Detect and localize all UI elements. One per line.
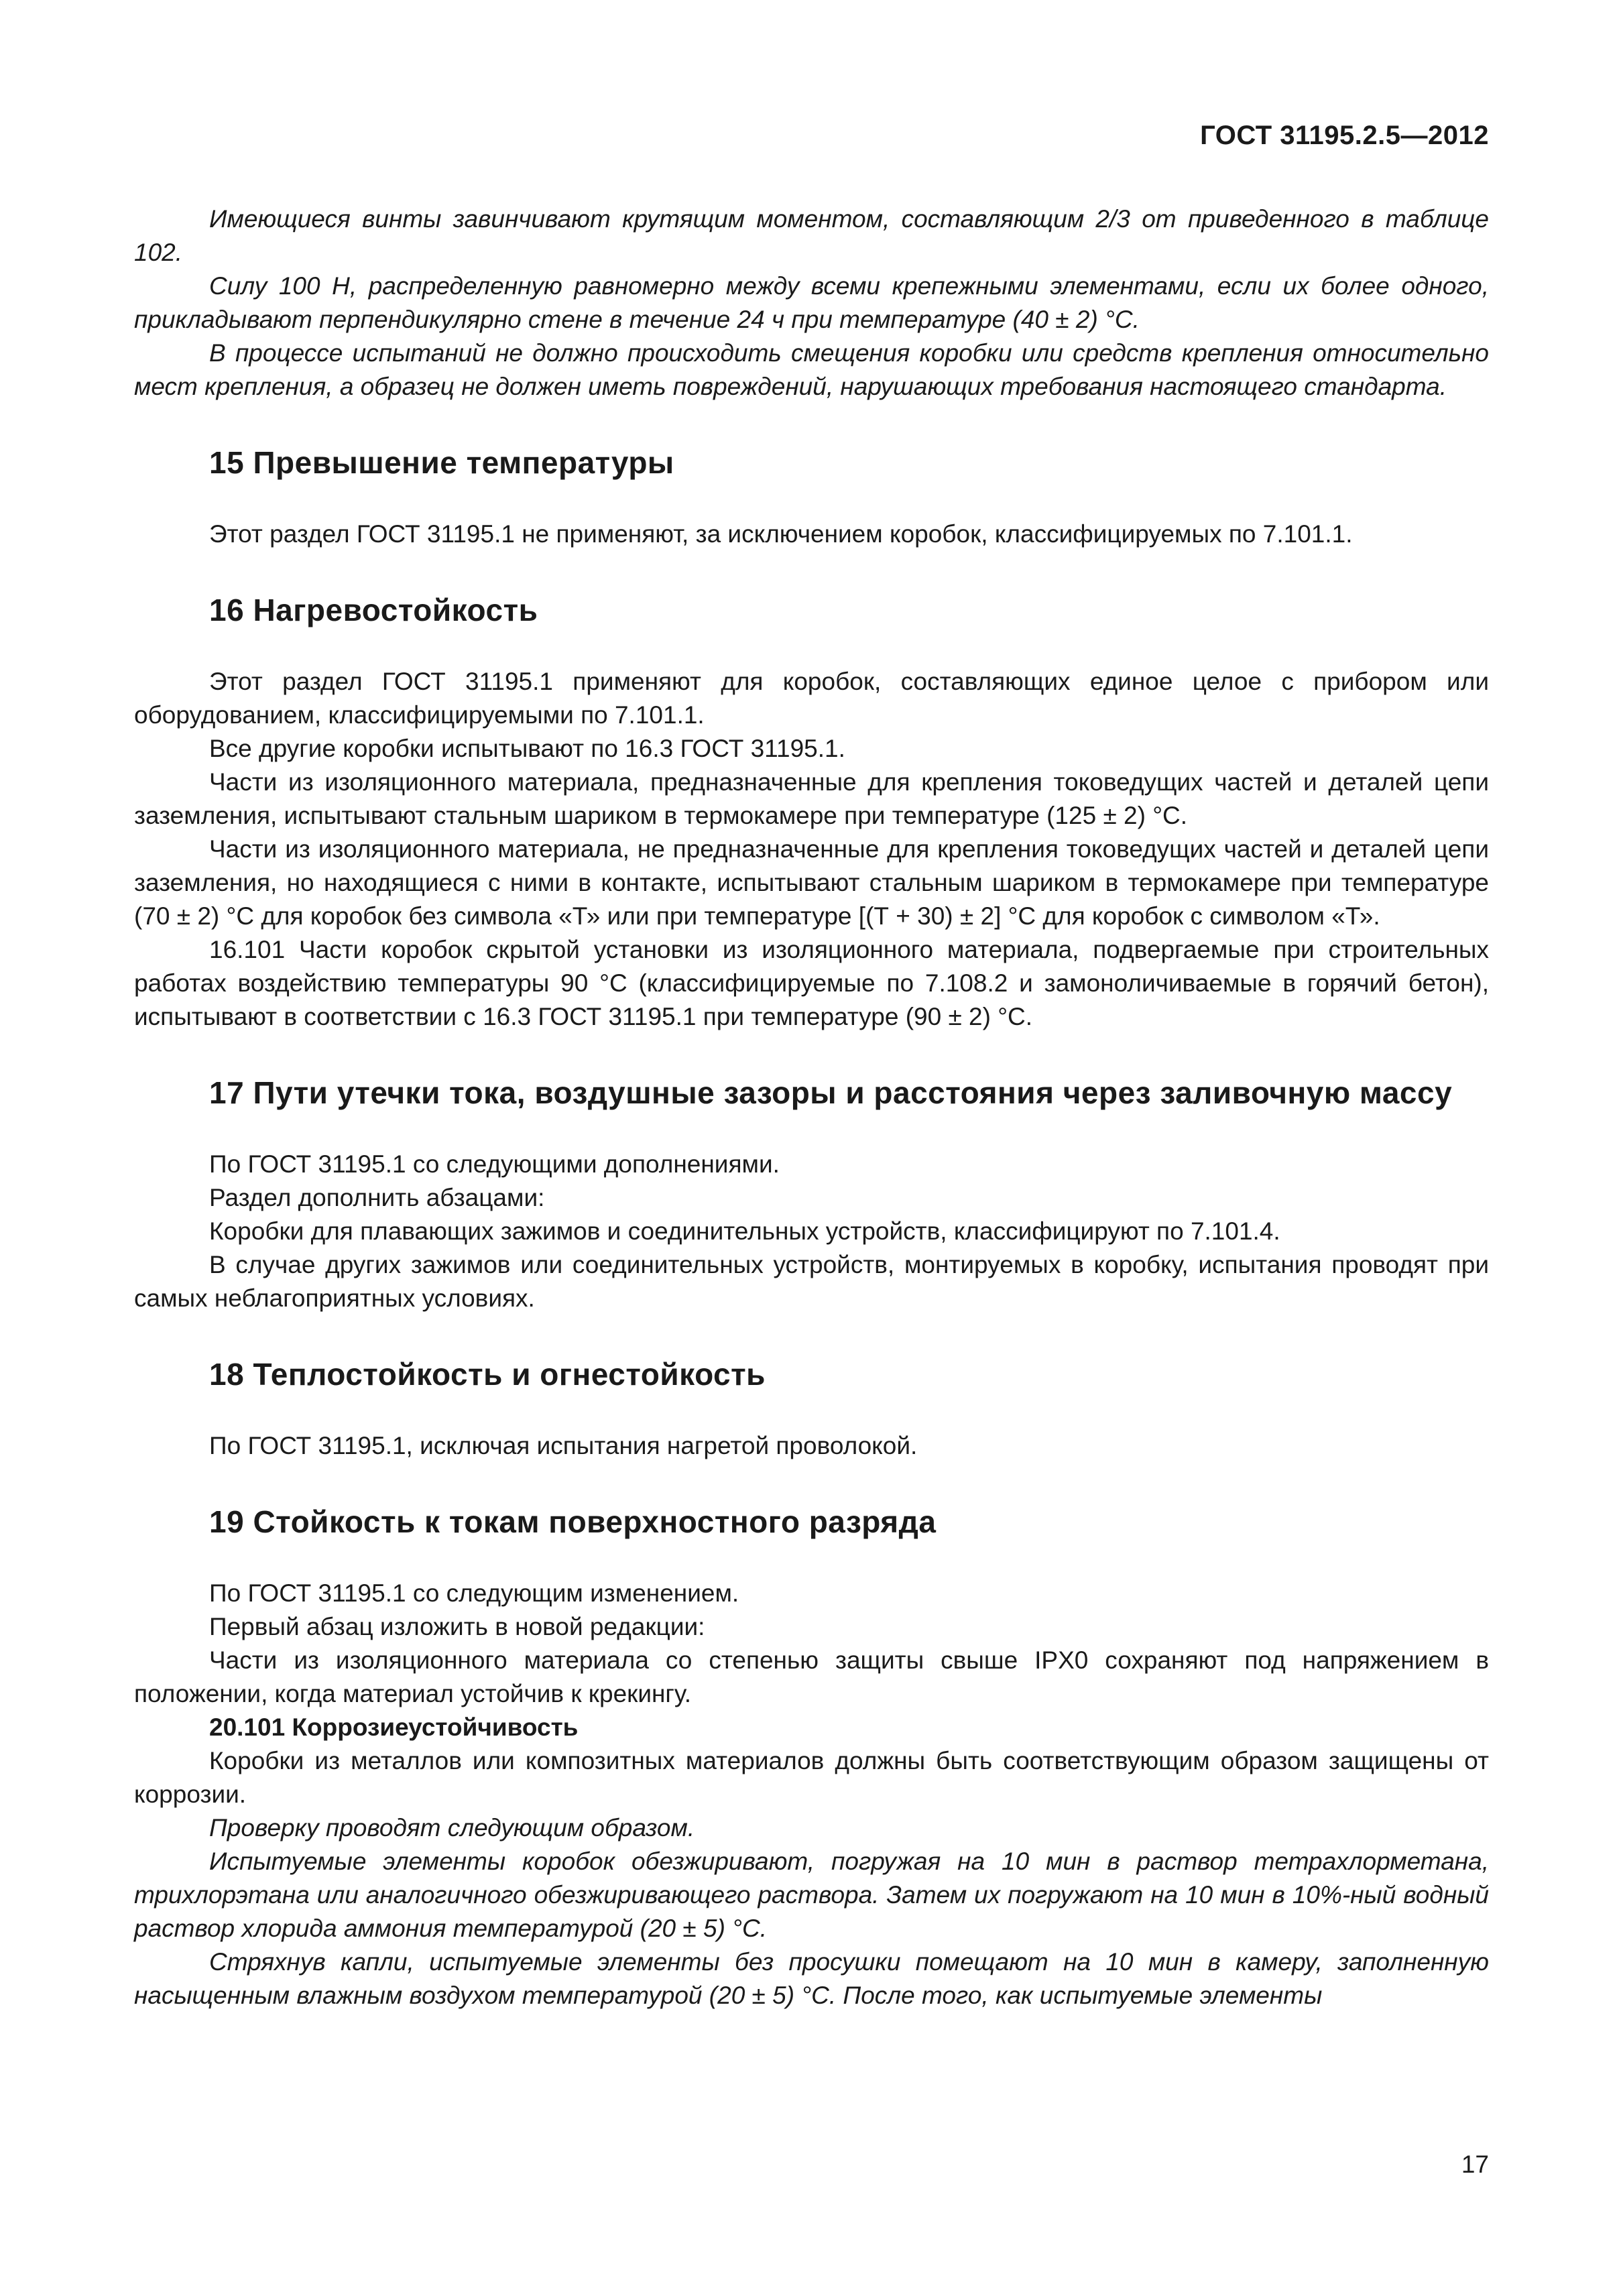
- paragraph: В случае других зажимов или соединительных устройств, монтируемых в коробку, испытания проводят при самых неблагоприятных условиях.: [134, 1251, 1489, 1312]
- section-heading: 16 Нагревостойкость: [209, 593, 538, 627]
- paragraph: Испытуемые элементы коробок обезжиривают, погружая на 10 мин в раствор тетрахлорметана, трихлорэтана или аналогичного обезжиривающего раствора. Затем их погружают на 10 мин в 10%-ный водный раствор хлорида аммония температурой (20 ± 5) °С.: [134, 1848, 1489, 1942]
- paragraph: Части из изоляционного материала, предназначенные для крепления токоведущих частей и деталей цепи заземления, испытывают стальным шариком в термокамере при температуре (125 ± 2) °С.: [134, 768, 1489, 829]
- paragraph: Первый абзац изложить в новой редакции:: [209, 1613, 705, 1640]
- paragraph: Имеющиеся винты завинчивают крутящим моментом, составляющим 2/3 от приведенного в таблице 102.: [134, 205, 1489, 266]
- document-header: ГОСТ 31195.2.5—2012: [1200, 121, 1489, 150]
- paragraph: Части из изоляционного материала, не предназначенные для крепления токоведущих частей и деталей цепи заземления, но находящиеся с ними в контакте, испытывают стальным шариком в термокамере при температуре (70 ± 2) °С для коробок без символа «Т» или при температуре [(Т + 30) ± 2] °С для коробок с символом «Т».: [134, 835, 1489, 930]
- paragraph: 20.101 Коррозиеустойчивость: [209, 1713, 579, 1741]
- section-heading: 17 Пути утечки тока, воздушные зазоры и расстояния через заливочную массу: [209, 1075, 1453, 1110]
- page-number: 17: [1461, 2151, 1489, 2178]
- document-body: [134, 202, 1489, 2012]
- paragraph: Все другие коробки испытывают по 16.3 ГОСТ 31195.1.: [209, 735, 845, 762]
- paragraph: Этот раздел ГОСТ 31195.1 не применяют, за исключением коробок, классифицируемых по 7.101.1.: [209, 520, 1353, 548]
- paragraph: 16.101 Части коробок скрытой установки из изоляционного материала, подвергаемые при строительных работах воздействию температуры 90 °С (классифицируемые по 7.108.2 и замоноличиваемые в горячий бетон), испытывают в соответствии с 16.3 ГОСТ 31195.1 при температуре (90 ± 2) °С.: [134, 936, 1489, 1030]
- paragraph: По ГОСТ 31195.1 со следующими дополнениями.: [209, 1150, 780, 1178]
- paragraph: Силу 100 Н, распределенную равномерно между всеми крепежными элементами, если их более одного, прикладывают перпендикулярно стене в течение 24 ч при температуре (40 ± 2) °С.: [134, 272, 1489, 333]
- paragraph: Части из изоляционного материала со степенью защиты свыше IPX0 сохраняют под напряжением в положении, когда материал устойчив к крекингу.: [134, 1646, 1489, 1707]
- section-heading: 19 Стойкость к токам поверхностного разряда: [209, 1504, 937, 1539]
- paragraph: Коробки для плавающих зажимов и соединительных устройств, классифицируют по 7.101.4.: [209, 1217, 1280, 1245]
- paragraph: Стряхнув капли, испытуемые элементы без просушки помещают на 10 мин в камеру, заполненную насыщенным влажным воздухом температурой (20 ± 5) °С. После того, как испытуемые элементы: [134, 1948, 1489, 2009]
- paragraph: Раздел дополнить абзацами:: [209, 1184, 545, 1211]
- paragraph: Этот раздел ГОСТ 31195.1 применяют для коробок, составляющих единое целое с прибором или оборудованием, классифицируемыми по 7.101.1.: [134, 668, 1489, 729]
- paragraph: Проверку проводят следующим образом.: [209, 1814, 695, 1841]
- paragraph: В процессе испытаний не должно происходить смещения коробки или средств крепления относительно мест крепления, а образец не должен иметь повреждений, нарушающих требования настоящего стандарта.: [134, 339, 1489, 400]
- paragraph: По ГОСТ 31195.1, исключая испытания нагретой проволокой.: [209, 1432, 918, 1459]
- paragraph: По ГОСТ 31195.1 со следующим изменением.: [209, 1579, 739, 1607]
- section-heading: 18 Теплостойкость и огнестойкость: [209, 1357, 766, 1392]
- section-heading: 15 Превышение температуры: [209, 445, 674, 480]
- paragraph: Коробки из металлов или композитных материалов должны быть соответствующим образом защищены от коррозии.: [134, 1747, 1489, 1808]
